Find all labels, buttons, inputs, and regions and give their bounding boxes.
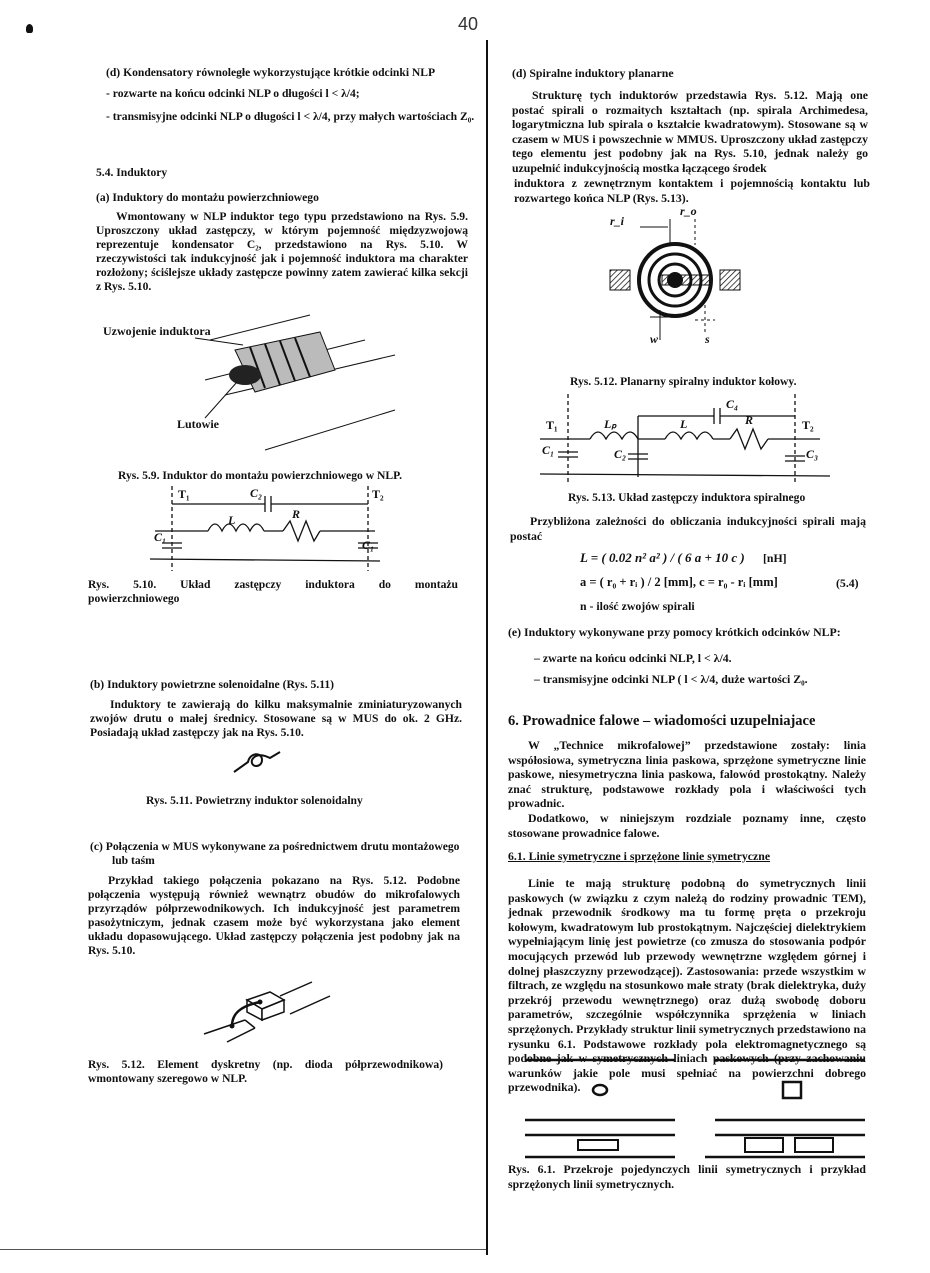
figure-5-9-smd-inductor (95, 310, 455, 460)
label-w: w (650, 332, 659, 346)
label-t2: T₂ (802, 418, 814, 432)
right-e-item-1: – zwarte na końcu odcinki NLP, l < λ/4. (534, 651, 732, 665)
label-c3: C₃ (806, 447, 819, 461)
label-c1-left: C₁ (154, 530, 167, 544)
label-c2: C₂ (250, 486, 263, 500)
label-l: L (680, 417, 688, 431)
formula-a-c: a = ( r₀ + rᵢ ) / 2 [mm], c = r₀ - rᵢ [mm] (580, 575, 778, 589)
left-d-bullet-2: - transmisyjne odcinki NLP o długości l < λ/4, przy małych wartościach Z₀. (106, 110, 475, 123)
section-6-1-heading: 6.1. Linie symetryczne i sprzężone linie symetryczne (508, 849, 771, 863)
label-t2: T₂ (372, 487, 384, 501)
left-c-heading: (c) Połączenia w MUS wykonywane za pośrednictwem drutu montażowego lub taśm (90, 840, 460, 867)
left-c-paragraph: Przykład takiego połączenia pokazano na Rys. 5.12. Podobne połączenia występują również wewnątrz obudów do mikrofalowych przyrządów półprzewodnikowych. Ich indukcyjność jest parametrem pasożytniczym, jednak czasem może być wykorzystana jako element układu dopasowującego. Układ zastępczy połączenia jest podobny jak na Rys. 5.10. (88, 874, 460, 957)
right-d-paragraph-2: induktora z zewnętrznym kontaktem i pojemnością kontaktu lub rozwartego końca NLP (Rys. 5.13). (514, 176, 870, 205)
label-c4: C₄ (726, 397, 739, 411)
figure-5-10-equivalent-circuit (150, 486, 384, 571)
solenoid-inductor-icon (232, 748, 282, 776)
figure-6-1-cross-sections (505, 1052, 875, 1162)
label-c1-right: C₁ (362, 538, 375, 552)
left-a-paragraph: Wmontowany w NLP induktor tego typu przedstawiono na Rys. 5.9. Uproszczony układ zastępczy, w którym pojemność międzyzwojową reprezentuje kondensator C₂, przedstawiono na Rys. 5.10. W rzeczywistości tak indukcyjność jak i pojemność induktora ma charakter rozłożony; ściślejsze układy zastępcze powinny zatem zawierać kilka sekcji z Rys. 5.10. (96, 210, 468, 293)
formula-number: (5.4) (836, 576, 859, 590)
figure-5-13-caption: Rys. 5.13. Układ zastępczy induktora spiralnego (568, 491, 806, 504)
chapter-6-heading: 6. Prowadnice falowe – wiadomości uzupelniajace (508, 713, 816, 729)
label-l: L (228, 513, 236, 527)
formula-inductance: L = ( 0.02 n² a² ) / ( 6 a + 10 c ) (580, 550, 745, 565)
label-winding: Uzwojenie induktora (103, 324, 211, 338)
left-b-heading: (b) Induktory powietrzne solenoidalne (Rys. 5.11) (90, 678, 335, 691)
left-d-heading: (d) Kondensatory równoległe wykorzystujące krótkie odcinki NLP (106, 66, 436, 79)
left-d-bullet-1: - rozwarte na końcu odcinki NLP o długości l < λ/4; (106, 87, 360, 100)
column-divider (486, 40, 488, 1255)
label-lp: Lₚ (604, 417, 617, 431)
label-c2: C₂ (614, 447, 627, 461)
chapter-6-paragraph-1: W „Technice mikrofalowej” przedstawione zostały: linia współosiowa, symetryczna linia paskowa, sprzężone symetryczne linie paskowe, niesymetryczna linia paskowa, falowód prostokątny. Należy znać strukturę, podstawowe rozkłady pola i właściwości tych prowadnic. (508, 738, 866, 811)
figure-5-11-caption: Rys. 5.11. Powietrzny induktor solenoidalny (146, 794, 363, 807)
label-s: s (705, 332, 710, 346)
section-5-4-heading: 5.4. Induktory (96, 166, 168, 179)
figure-5-12-spiral-caption: Rys. 5.12. Planarny spiralny induktor kołowy. (570, 375, 797, 388)
approx-paragraph: Przybliżona zależności do obliczania indukcyjności spirali mają postać (510, 514, 866, 543)
left-a-heading: (a) Induktory do montażu powierzchniowego (96, 191, 319, 204)
figure-5-10-caption: Rys. 5.10. Układ zastępczy induktora do montażu powierzchniowego (88, 578, 458, 605)
right-e-heading: (e) Induktory wykonywane przy pomocy krótkich odcinków NLP: (508, 625, 841, 639)
figure-5-9-caption: Rys. 5.9. Induktor do montażu powierzchniowego w NLP. (118, 469, 402, 482)
figure-5-12-element-caption: Rys. 5.12. Element dyskretny (np. dioda półprzewodnikowa) wmontowany szeregowo w NLP. (88, 1058, 443, 1085)
right-d-paragraph: Strukturę tych induktorów przedstawia Rys. 5.12. Mają one postać spirali o rozmaitych kształtach (np. spirala Archimedesa, logarytmiczna lub spirala o kształcie kwadratowym). Stosowane są w czasem w MUS i powszechnie w MMUS. Uproszczony układ zastępczy tego elementu jest podobny jak na Rys. 5.10, jednak należy go uzupełnić indukcyjnością mostka łączącego środek (512, 88, 868, 175)
scan-mark (26, 24, 33, 33)
label-r: R (745, 413, 754, 427)
right-e-item-2: – transmisyjne odcinki NLP ( l < λ/4, duże wartości Z₀. (534, 672, 808, 686)
figure-5-13-equivalent-circuit (540, 394, 830, 482)
formula-inductance-unit: [nH] (763, 551, 787, 565)
bottom-edge-line (0, 1249, 486, 1250)
figure-5-12-spiral-inductor (580, 205, 780, 345)
figure-6-1-caption: Rys. 6.1. Przekroje pojedynczych linii symetrycznych i przykład sprzężonych linii symetrycznych. (508, 1162, 866, 1191)
left-b-paragraph: Induktory te zawierają do kilku maksymalnie zminiaturyzowanych zwojów drutu o małej średnicy. Stosowane są w MUS do ok. 2 GHz. Posiadają układ zastępczy jak na Rys. 5.10. (90, 698, 462, 739)
figure-5-12-discrete-element (180, 982, 340, 1042)
page-number: 40 (458, 14, 479, 34)
label-ro: r_o (680, 204, 697, 218)
label-ri: r_i (610, 214, 625, 228)
label-c1: C₁ (542, 443, 555, 457)
section-6-1-paragraph: Linie te mają strukturę podobną do symetrycznych linii paskowych (w związku z czym należą do rodziny prowadnic TEM), jednak przewodnik środkowy ma tu formę pręta o przekroju kołowym, kwadratowym lub prostokątnym. Najczęściej dielektrykiem wypełniającym linię jest powietrze (co zmusza do stosowania podpór mocujących przewód lub przewody wewnętrzne względem górnej i dolnej płaszczyzny przewodzącej). Zastosowania: przede wszystkim w filtrach, ze względu na stosunkowo małe straty (brak dielektryka, duży przekrój przewodu wewnętrznego) oraz dużą swobodę doboru parametrów, szczególnie współczynnika sprzężenia w liniach sprzężonych. Przykłady struktur linii symetrycznych przedstawiono na rysunku 6.1. Podstawowe rozkłady pola elektromagnetycznego są podobne jak w symetrycznych liniach paskowych (przy zachowaniu warunków jakie pole musi spełniać na powierzchni dobrego przewodnika). (508, 876, 866, 1095)
label-t1: T₁ (546, 418, 558, 432)
label-t1: T₁ (178, 487, 190, 501)
formula-n-definition: n - ilość zwojów spirali (580, 599, 695, 613)
label-solder: Lutowie (177, 417, 219, 431)
chapter-6-paragraph-2: Dodatkowo, w niniejszym rozdziale poznamy inne, często stosowane prowadnice falowe. (508, 811, 866, 840)
label-r: R (292, 507, 301, 521)
right-d-heading: (d) Spiralne induktory planarne (512, 66, 674, 80)
